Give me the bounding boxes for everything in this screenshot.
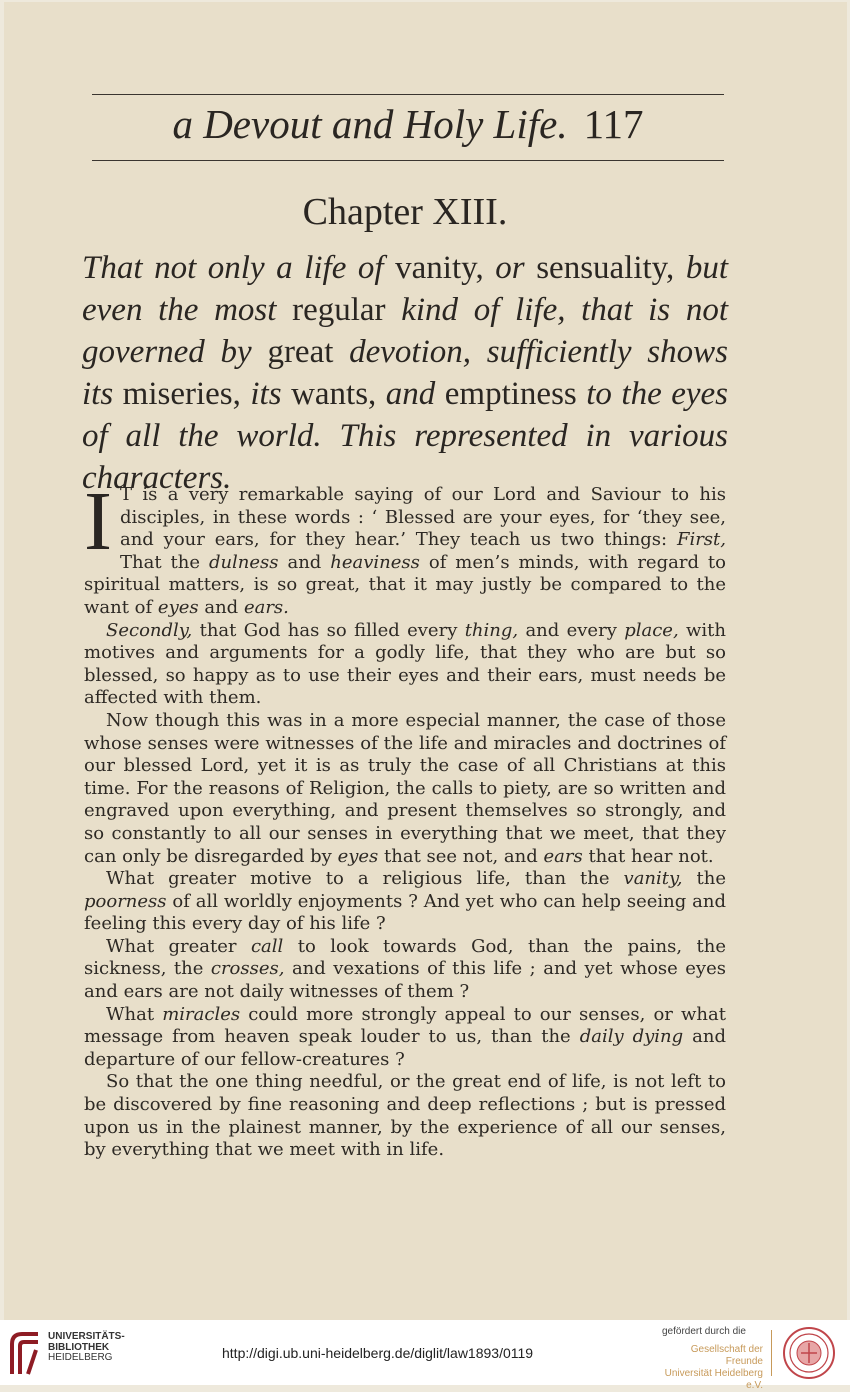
society-line-2: Universität Heidelberg e.V. — [664, 1368, 763, 1391]
paragraph — [84, 1071, 726, 1161]
text-run: the — [682, 868, 727, 890]
italic-text: Secondly, — [106, 619, 193, 641]
chapter-heading-segment: emptiness — [444, 376, 587, 412]
library-name — [48, 1332, 125, 1364]
paragraph — [84, 1004, 726, 1072]
footer-divider — [771, 1330, 772, 1376]
footer — [0, 1320, 850, 1391]
text-run: could more strongly appeal to our senses, or what message from heaven speak louder to us, than the — [84, 1003, 726, 1048]
text-run: and — [278, 551, 331, 573]
text-run: that God has so filled every — [192, 619, 465, 641]
paragraph — [84, 710, 726, 868]
permalink[interactable]: http://digi.ub.uni-heidelberg.de/diglit/law1893/0119 — [222, 1345, 534, 1361]
text-run: That the — [119, 551, 209, 573]
chapter-heading-segment: That not only a life of — [82, 250, 396, 286]
text-run: and every — [518, 619, 625, 641]
chapter-heading-segment: miseries, — [122, 376, 251, 412]
chapter-heading-segment: great — [267, 334, 350, 370]
chapter-heading-segment: kind of life, that is not governed by — [82, 292, 728, 370]
chapter-heading-segment: and — [385, 376, 445, 412]
text-run: and vexations of this life ; and yet whose eyes and ears are not daily witnesses of them ? — [84, 958, 726, 1003]
university-library-logo-icon — [9, 1330, 41, 1376]
text-run: that see not, and — [378, 845, 544, 867]
library-line-2: BIBLIOTHEK — [48, 1341, 110, 1353]
italic-text: place, — [624, 619, 679, 641]
text-run: to look towards God, than the pains, the sickness, the — [84, 935, 726, 980]
chapter-heading — [82, 247, 728, 499]
text-run: and — [198, 596, 244, 618]
paragraph — [84, 475, 726, 620]
text-run: and departure of our fellow-creatures ? — [84, 1026, 726, 1070]
italic-text: ears. — [243, 596, 289, 618]
text-run: of all worldly enjoyments ? And yet who can help seeing and feeling this every day of his life ? — [84, 890, 726, 935]
italic-text: dulness — [208, 551, 279, 573]
text-run: that hear not. — [582, 845, 714, 867]
chapter-heading-segment: devotion, sufficiently shows its — [82, 334, 729, 412]
paragraph — [84, 868, 726, 936]
chapter-heading-segment: sensuality, — [536, 250, 686, 286]
funded-by-label: gefördert durch die — [662, 1326, 746, 1337]
chapter-heading-segment: its — [250, 376, 292, 412]
university-seal-icon — [782, 1326, 836, 1380]
italic-text: daily dying — [579, 1026, 684, 1048]
italic-text: poorness — [84, 890, 167, 912]
text-run: with motives and arguments for a godly life, that they who are but so blessed, so happy as to use their eyes and their ears, must needs be affected with them. — [84, 619, 726, 709]
italic-text: eyes — [157, 596, 199, 618]
running-head-title: a Devout and Holy Life. — [172, 101, 568, 147]
text-run: So that the one thing needful, or the great end of life, is not left to be discovered by fine reasoning and deep reflections ; but is pressed upon us in the plainest manner, by the experience of all our senses, by everything that we meet with in life. — [84, 1071, 726, 1161]
drop-cap: I — [84, 475, 112, 568]
chapter-heading-segment: to the eyes of all the world. This represented in various characters. — [82, 376, 728, 496]
text-run: T is a very remarkable saying of our Lord and Saviour to his disciples, in these words : ‘ Blessed are your eyes, for ‘they see, and your ears, for they hear.’ They teach us two things: — [119, 484, 726, 551]
chapter-heading-segment: but even the most — [82, 250, 729, 328]
italic-text: thing, — [464, 619, 519, 641]
chapter-heading-segment: regular — [292, 292, 402, 328]
italic-text: call — [250, 935, 284, 957]
text-run: What greater motive to a religious life, than the — [106, 868, 624, 890]
italic-text: eyes — [337, 845, 379, 867]
top-rule — [92, 94, 724, 95]
chapter-heading-segment: wants, — [291, 376, 386, 412]
text-run: What greater — [106, 935, 251, 957]
italic-text: ears — [543, 845, 583, 867]
chapter-heading-segment: or — [495, 250, 537, 286]
chapter-heading-segment: vanity, — [395, 250, 496, 286]
text-run: Now though this was in a more especial manner, the case of those whose senses were witnesses of the life and miracles and doctrines of our blessed Lord, yet it is as truly the case of all Christians at this time. For the reasons of Religion, the calls to piety, are so written and engraved upon everything, and present themselves so strongly, and so constantly to all our senses in everything that we meet, that they can only be disregarded by — [84, 709, 726, 867]
body-text — [84, 475, 727, 1162]
text-run: What — [106, 1003, 163, 1025]
italic-text: miracles — [162, 1003, 241, 1025]
paragraph — [84, 936, 726, 1004]
text-run: of men’s minds, with regard to spiritual matters, is so great, that it may justly be compared to the want of — [84, 551, 726, 618]
italic-text: crosses, — [210, 958, 285, 980]
italic-text: First, — [676, 529, 726, 551]
library-line-3: HEIDELBERG — [48, 1352, 113, 1363]
italic-text: vanity, — [623, 868, 683, 890]
library-line-1: UNIVERSITÄTS- — [48, 1331, 125, 1342]
italic-text: heaviness — [330, 551, 420, 573]
bottom-rule — [92, 160, 724, 161]
running-head — [92, 100, 724, 150]
society-line-1: Gesellschaft der Freunde — [690, 1344, 763, 1367]
page-number: 117 — [583, 101, 644, 147]
paragraph — [84, 620, 726, 710]
chapter-title: Chapter XIII. — [302, 191, 508, 233]
